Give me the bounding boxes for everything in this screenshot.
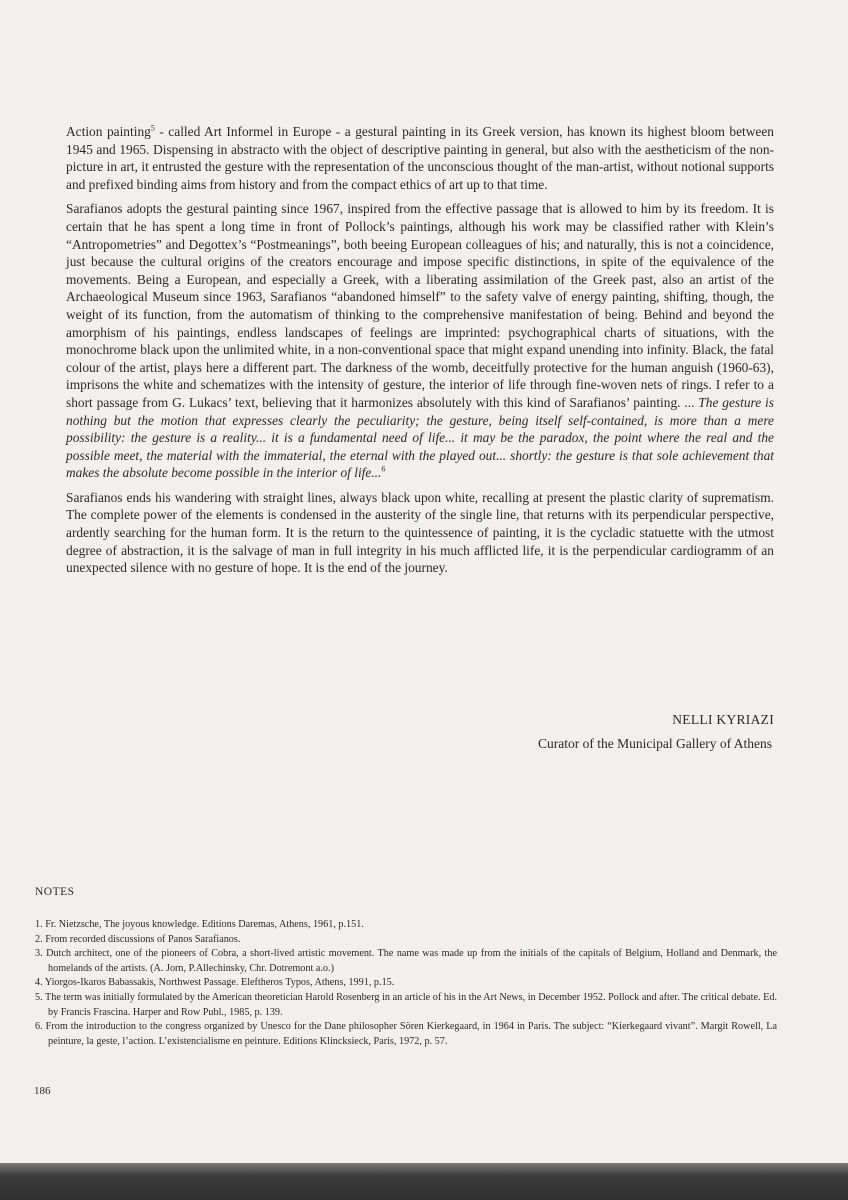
footnote-ref-6: 6 — [381, 464, 386, 474]
page-number: 186 — [34, 1085, 51, 1097]
note-item: 3. Dutch architect, one of the pioneers of Cobra, a short-lived artistic movement. The name was made up from the initials of the capitals of Belgium, Holland and Denmark, the homelands of the artists. (A. Jorn, P.Allechinsky, Chr. Dotremont a.o.) — [35, 948, 777, 974]
lukacs-quote: The gesture is nothing but the motion that expresses clearly the peculiarity; the gesture, being itself self-contained, is more than a mere possibility: the gesture is a reality... it is a fundamental need of life... it may be the paradox, the point where the real and the possible meet, the material with the immaterial, the eternal with the played out... shortly: the gesture is that sole achievement that makes the absolute become possible in the interior of life... — [66, 394, 774, 481]
note-item: 5. The term was initially formulated by the American theoretician Harold Rosenberg in an article of his in the Art News, in December 1952. Pollock and after. The critical debate. Ed. by Francis Frascina. Harper and Row Publ., 1985, p. 139. — [35, 991, 777, 1018]
article-body — [66, 123, 774, 584]
footnote-ref-5: 5 — [150, 123, 155, 133]
paragraph-3: Sarafianos ends his wandering with straight lines, always black upon white, recalling at present the plastic clarity of suprematism. The complete power of the elements is condensed in the austerity of the single line, that returns with its perpendicular perspective, ardently searching for the human form. It is the return to the quintessence of painting, it is the cycladic statuette with the utmost degree of abstraction, it is the salvage of man in full integrity in his much afflicted life, it is the perpendicular cardiogramm of an unexpected silence with no gesture of hope. It is the end of the journey. — [66, 489, 774, 576]
author-role: Curator of the Municipal Gallery of Athens — [538, 736, 772, 751]
notes-list — [35, 918, 777, 1049]
note-item: 2. From recorded discussions of Panos Sarafianos. — [35, 933, 241, 945]
note-item: 6. From the introduction to the congress organized by Unesco for the Dane philosopher Sören Kierkegaard, in 1964 in Paris. The subject: “Kierkegaard vivant”. Margit Rowell, La peinture, la geste, l’action. L’existencialisme en peinture. Editions Klincksieck, Paris, 1972, p. 57. — [35, 1021, 777, 1047]
notes-heading: NOTES — [35, 886, 75, 898]
note-item: 1. Fr. Nietzsche, The joyous knowledge. Editions Daremas, Athens, 1961, p.151. — [35, 919, 364, 930]
author-name: NELLI KYRIAZI — [672, 712, 774, 727]
paragraph-2: Sarafianos adopts the gestural painting since 1967, inspired from the effective passage that is allowed to him by its freedom. It is certain that he has spent a long time in front of Pollock’s paintings, although his work may be classified rather with Klein’s “Antropometries” and Degottex’s “Postmeanings”, both beeing European colleagues of his; and naturally, this is not a coincidence, just because the cultural origins of the creators encourage and impose specific distinctions, in spite of the equivalence of the movements. Being a European, and especially a Greek, with a liberating assimilation of the Greek past, also an artist of the Archaeological Museum since 1963, Sarafianos “abandoned himself” to the safety valve of energy painting, shifting, though, the weight of its function, from the automatism of thinking to the comprehensive manifestation of being. Behind and beyond the amorphism of his paintings, endless landscapes of feelings are imprinted: psychographical charts of situations, with the monochrome black upon the unlimited white, in a non-conventional space that might expand unending into infinity. Black, the fatal colour of the artist, plays here a different part. The darkness of the womb, deceitfully protective for the human anguish (1960-63), imprisons the white and schematizes with the intensity of gesture, the interior of life through fine-woven nets of rings. I refer to a short passage from G. Lukacs’ text, believing that it harmonizes absolutely with this kind of Sarafianos’ painting. ... The gesture is nothing but the motion that expresses clearly the peculiarity; the gesture, being itself self-contained, is more than a mere possibility: the gesture is a reality... it is a fundamental need of life... it may be the paradox, the point where the real and the possible meet, the material with the immaterial, the eternal with the played out... shortly: the gesture is that sole achievement that makes the absolute become possible in the interior of life...$^6$ — [66, 201, 774, 481]
scan-edge-shadow — [0, 1163, 848, 1200]
paragraph-1: Action painting$^5$ - called Art Informel in Europe - a gestural painting in its Greek version, has known its highest bloom between 1945 and 1965. Dispensing in abstracto with the object of descriptive painting in general, but also with the aestheticism of the non-picture in art, it entrusted the gesture with the representation of the unconscious thought of the man-artist, without notional supports and prefixed binding aims from history and from the compact ethics of art up to that time. — [66, 123, 774, 192]
note-item: 4. Yiorgos-Ikaros Babassakis, Northwest Passage. Eleftheros Typos, Athens, 1991, p.15. — [35, 977, 395, 989]
